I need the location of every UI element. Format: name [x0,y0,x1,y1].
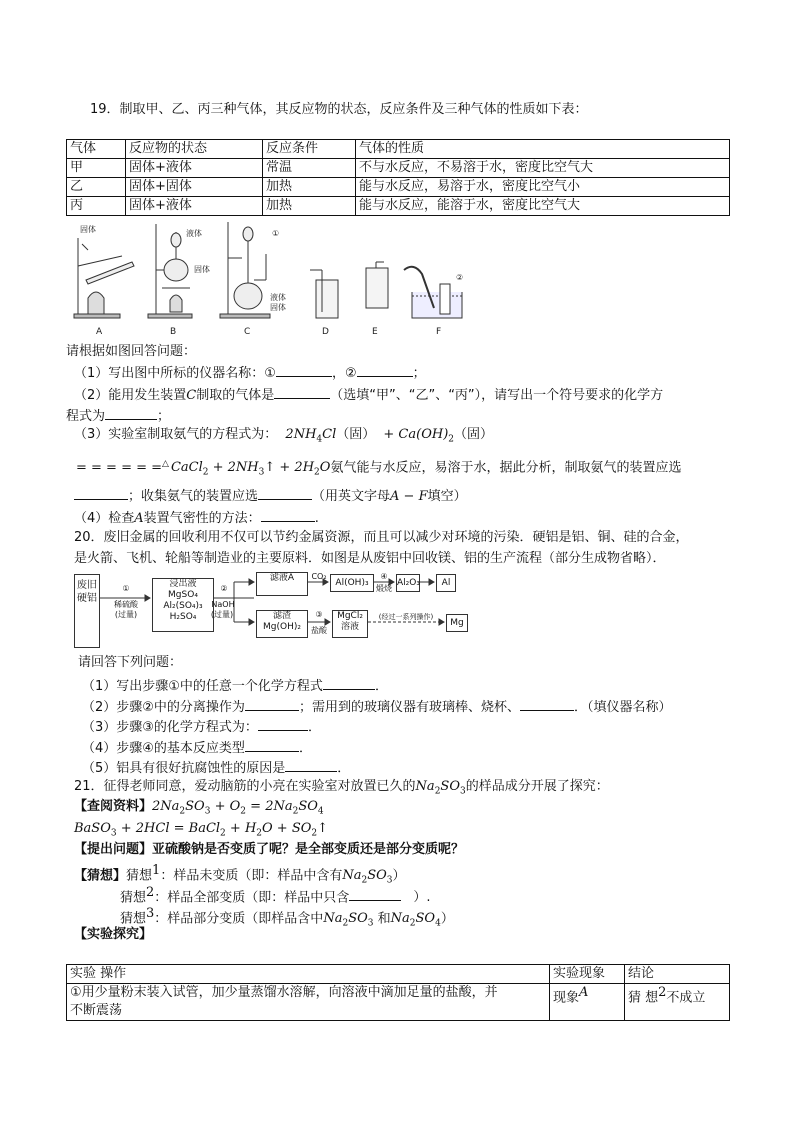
caption-f: F [436,327,442,337]
flow-filtrate: 浸出液 MgSO₄ Al₂(SO₄)₃ H₂SO₄ [152,578,214,632]
table-header: 气体 [67,140,126,159]
apparatus-c [220,222,270,318]
q21-table [66,964,730,1021]
apparatus-figure [66,218,476,342]
q19-part2-cont: 程式为 ； [66,405,170,426]
answer-blank[interactable] [349,886,401,901]
q20-part5: （5）铝具有很好抗腐蚀性的原因是 ． [82,757,350,778]
q19-part4: （4）检查A装置气密性的方法： . [74,507,319,528]
table-cell: 不与水反应，不易溶于水，密度比空气大 [356,159,730,178]
flow-residue: 滤渣Mg(OH)₂ [256,610,308,638]
table-cell: 甲 [67,159,126,178]
table-cell: 猜 想$^2$不成立 [625,984,730,1021]
flow-hcl: 盐酸 [311,626,327,635]
flow-acid: 稀硫酸 [114,600,138,609]
q19-intro: 19．制取甲、乙、丙三种气体，其反应物的状态，反应条件及三种气体的性质如下表： [90,102,588,117]
flow-start: 废旧硬铝 [74,574,100,648]
table-row [67,965,730,984]
q19-part3-eq: = = = = = =△ CaCl$_2$ + $2NH_3↑ + 2H_2O$氨气能与水反应，易溶于水，据此分析，制取氨气的装置应选 [76,459,682,478]
answer-blank[interactable] [261,507,315,522]
flow-naoh: NaOH [211,600,235,609]
flow-mg: Mg [446,614,468,632]
table-row [67,197,730,216]
q21-reference: 【查阅资料】$2Na_2SO_3 + O_2 = 2Na_2SO_4$ [74,799,324,817]
caption-d: D [322,327,329,337]
label-solid-a: 固体 [80,225,96,234]
table-header: 反应条件 [263,140,356,159]
flow-series: (经过一系列操作) [378,613,434,621]
apparatus-d [310,270,338,318]
flow-aloh3: Al(OH)₃ [330,574,374,592]
table-cell: 加热 [263,197,356,216]
answer-blank[interactable] [105,405,157,420]
flow-mgcl2: MgCl₂溶液 [332,610,368,638]
q21-hypothesis-1: 【猜想】猜想$^1$：样品未变质（即：样品中含有$Na_2SO_3$） [74,863,406,886]
flow-al2o3: Al₂O₃ [396,574,420,592]
q21-question: 【提出问题】亚硫酸钠是否变质了呢？是全部变质还是部分变质呢？ [74,842,465,857]
flow-calcine: 煅烧 [376,584,392,593]
table-cell: 常温 [263,159,356,178]
label-circle-1: ① [272,229,280,238]
table-cell: 固体+固体 [126,178,263,197]
flow-step4: ④ [380,572,388,581]
caption-e: E [372,327,378,337]
table-cell: 加热 [263,178,356,197]
table-cell: ①用少量粉末装入试管，加少量蒸馏水溶解，向溶液中滴加足量的盐酸，并 不断震荡 [67,984,550,1021]
label-liquid-b: 液体 [186,229,202,238]
answer-blank[interactable] [276,362,332,377]
q21-equation-2: BaSO$_3$ + 2HCl = BaCl$_2$ + $H_2O$ + $SO_2↑$ [74,821,329,839]
table-cell: 乙 [67,178,126,197]
q20-part4: （4）步骤④的基本反应类型 ． [82,737,312,758]
apparatus-f [404,267,462,318]
apparatus-a [74,238,134,318]
q20-part1: （1）写出步骤①中的任意一个化学方程式 ． [82,675,388,696]
answer-blank[interactable] [357,362,413,377]
q20-prompt: 请回答下列问题： [78,655,183,670]
q21-intro: 21．征得老师同意，爱动脑筋的小亮在实验室对放置已久的$Na_2SO_3$的样品成分开展了探究： [74,779,609,797]
flow-step1: ① [122,584,130,593]
answer-blank[interactable] [520,696,574,711]
answer-blank[interactable] [323,675,375,690]
table-row [67,984,730,1021]
answer-blank[interactable] [258,716,308,731]
q19-part3-cont: ；收集氨气的装置应选 （用英文字母A − F填空） [74,485,467,506]
table-header: 结论 [625,965,730,984]
q19-prompt: 请根据如图回答问题： [66,344,197,359]
table-header: 实验现象 [550,965,625,984]
label-liquid-c: 液体 [270,293,286,302]
table-header: 气体的性质 [356,140,730,159]
answer-blank[interactable] [245,737,299,752]
caption-b: B [170,327,177,337]
label-solid-b: 固体 [194,265,210,274]
apparatus-e [366,262,388,308]
label-circle-2: ② [456,273,464,282]
answer-blank[interactable] [258,485,312,500]
q21-hypothesis-3: 猜想$^3$：样品部分变质（即样品含中$Na_2SO_3$ 和$Na_2SO_4$） [120,906,454,929]
flow-step2: ② [220,584,228,593]
q20-intro-1: 20．废旧金属的回收利用不仅可以节约金属资源，而且可以减少对环境的污染．硬铝是铝、铜、硅的合金， [74,530,689,545]
caption-c: C [244,327,251,337]
table-cell: 现象$^A$ [550,984,625,1021]
answer-blank[interactable] [285,757,337,772]
flow-step3: ③ [315,610,323,619]
apparatus-b [148,224,192,318]
table-row [67,140,730,159]
table-cell: 丙 [67,197,126,216]
label-solid-c: 固体 [270,303,286,312]
flow-co2: CO₂ [311,572,327,581]
q21-explore: 【实验探究】 [74,927,153,942]
q19-table [66,139,730,216]
table-cell: 能与水反应，易溶于水，密度比空气小 [356,178,730,197]
answer-blank[interactable] [74,485,128,500]
table-row [67,178,730,197]
table-cell: 固体+液体 [126,159,263,178]
table-header: 反应物的状态 [126,140,263,159]
table-header: 实验 操作 [67,965,550,984]
q20-flowchart [74,572,478,648]
q20-intro-2: 是火箭、飞机、轮船等制造业的主要原料．如图是从废铝中回收镁、铝的生产流程（部分生成物省略）． [74,551,666,566]
caption-a: A [96,327,103,337]
q19-part2: （2）能用发生装置C制取的气体是 （选填“甲”、“乙”、“丙”），请写出一个符号要求的化学方 [74,384,663,405]
table-row [67,159,730,178]
answer-blank[interactable] [274,384,330,399]
q19-part1: （1）写出图中所标的仪器名称：① ，② ； [74,362,426,383]
flow-naoh-note: (过量) [210,610,234,619]
table-cell: 能与水反应，能溶于水，密度比空气大 [356,197,730,216]
q21-hypothesis-2: 猜想$^2$：样品全部变质（即：样品中只含 ）. [120,885,431,906]
answer-blank[interactable] [245,696,299,711]
flow-filtrate-a: 滤液A [256,572,308,596]
flow-acid-note: (过量) [114,610,138,619]
flow-al: Al [436,574,456,592]
q20-part2: （2）步骤②中的分离操作为 ；需用到的玻璃仪器有玻璃棒、烧杯、 ．（填仪器名称） [82,696,671,717]
table-cell: 固体+液体 [126,197,263,216]
q19-part3: （3）实验室制取氨气的方程式为： $2NH_4Cl$（固） + $Ca(OH)_2$（固） [74,427,494,445]
q20-part3: （3）步骤③的化学方程式为： ． [82,716,321,737]
